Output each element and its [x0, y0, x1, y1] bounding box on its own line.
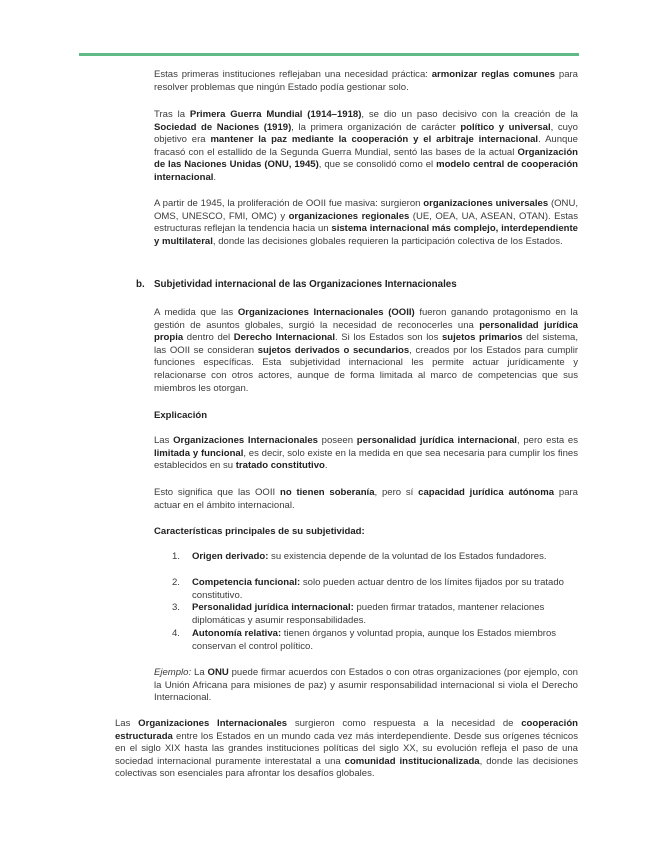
list-term: Origen derivado:: [192, 551, 269, 562]
header-rule: [79, 53, 579, 56]
bold-text: político y universal: [460, 121, 551, 133]
italic-text: Ejemplo:: [154, 667, 192, 678]
paragraph-conclusion: [115, 718, 578, 781]
bold-text: Organización de las Naciones Unidas (ONU, 1945): [154, 146, 578, 171]
text: poseen: [317, 435, 357, 446]
text: , cuyo objetivo era: [154, 121, 578, 146]
list-number: 1.: [172, 551, 180, 562]
list-item: [172, 628, 578, 653]
text: A medida que las: [154, 307, 238, 318]
paragraph-ejemplo: [154, 667, 578, 705]
list-number: 3.: [172, 602, 180, 613]
paragraph-proliferacion: [154, 198, 578, 248]
text: .: [324, 460, 328, 472]
bold-text: personalidad jurídica internacional: [356, 435, 517, 446]
list-number: 2.: [172, 577, 180, 588]
section-title: Subjetividad internacional de las Organizaciones Internacionales: [154, 279, 457, 290]
list-item: [172, 602, 578, 627]
list-term: Personalidad jurídica internacional:: [192, 602, 354, 613]
text: Esto significa que las OOII: [154, 487, 280, 498]
bold-text: Organizaciones Internacionales (OOII): [237, 307, 415, 318]
text: Tras la: [154, 109, 190, 120]
text: entre los Estados en un mundo cada vez más interdependiente. Desde sus orígenes técnicos en el siglo XIX hasta las grandes instituciones políticas del siglo XX, su evolución refleja el paso de una sociedad internacional puramente interestatal a una: [115, 730, 578, 767]
bold-text: armonizar reglas comunes: [431, 69, 556, 80]
bold-text: tratado constitutivo: [235, 460, 325, 472]
text: . Si los Estados son los: [335, 332, 442, 344]
text: , que se consolidó como el: [318, 159, 437, 171]
text: Las: [115, 718, 139, 729]
text: La: [191, 667, 208, 678]
section-heading: [136, 279, 576, 292]
bold-text: Organizaciones Internacionales: [173, 435, 318, 446]
text: . Aunque fracasó con el estallido de la Segunda Guerra Mundial, sentó las bases de la actual: [154, 134, 578, 158]
text: puede firmar acuerdos con Estados o con otras organizaciones (por ejemplo, con la Unión Africana para misiones de paz) y asumir responsabilidad internacional si viola el Derecho Internacional.: [154, 667, 578, 704]
text: para resolver problemas que ningún Estado podía gestionar solo.: [154, 69, 578, 93]
list-text: su existencia depende de la voluntad de los Estados fundadores.: [268, 551, 547, 562]
text: , creados por los Estados para cumplir funciones específicas. Esta subjetividad internacional les permite actuar jurídicamente y relacionarse con otros actores, aunque de forma limitada al marco de competencias que sus miembros les otorgan.: [154, 344, 578, 394]
bold-text: organizaciones universales: [423, 198, 549, 209]
bold-text: personalidad jurídica propia: [154, 319, 578, 344]
section-marker: b.: [136, 279, 145, 290]
bold-text: limitada y funcional: [154, 447, 244, 459]
list-number: 4.: [172, 628, 180, 639]
text: A partir de 1945, la proliferación de OOII fue masiva: surgieron: [154, 198, 424, 209]
explicacion-heading: Explicación: [154, 410, 208, 421]
bold-text: no tienen soberanía: [279, 487, 375, 498]
text: , donde las decisiones globales requieren la participación colectiva de los Estados.: [212, 235, 563, 247]
bold-text: capacidad jurídica autónoma: [418, 487, 555, 498]
paragraph-intro: [154, 69, 578, 94]
text: Las: [154, 435, 174, 446]
bold-text: comunidad institucionalizada: [344, 755, 480, 767]
bold-text: Derecho Internacional: [233, 332, 335, 344]
list-item: [172, 577, 578, 602]
list-text: tienen órganos y voluntad propia, aunque los Estados miembros conservan el control político.: [192, 628, 557, 652]
text: del sistema, las OOII se consideran: [154, 332, 578, 356]
bold-text: Sociedad de Naciones (1919): [154, 121, 292, 133]
text: para actuar en el ámbito internacional.: [154, 487, 578, 511]
bold-text: Primera Guerra Mundial (1914–1918): [189, 109, 362, 120]
text: dentro del: [183, 332, 234, 344]
bold-text: modelo central de cooperación internacional: [154, 159, 578, 183]
text: , pero esta es: [516, 435, 578, 446]
text: , la primera organización de carácter: [291, 121, 461, 133]
paragraph-sociedad-naciones: [154, 109, 578, 185]
bold-text: ONU: [207, 667, 229, 678]
bold-text: organizaciones regionales: [288, 210, 410, 222]
text: (ONU, OMS, UNESCO, FMI, OMC) y: [154, 198, 578, 222]
paragraph-soberania: [154, 487, 578, 512]
bold-text: sujetos primarios: [441, 332, 523, 344]
text: .: [213, 171, 217, 183]
text: , pero sí: [374, 487, 419, 498]
bold-text: sujetos derivados o secundarios: [257, 344, 410, 356]
bold-text: Organizaciones Internacionales: [138, 718, 288, 729]
list-text: solo pueden actuar dentro de los límites fijados por su tratado constitutivo.: [192, 577, 564, 601]
paragraph-subjetividad: [154, 307, 578, 395]
text: (UE, OEA, UA, ASEAN, OTAN). Estas estructuras reflejan la tendencia hacia un: [154, 210, 579, 235]
list-text: pueden firmar tratados, mantener relaciones diplomáticas y asumir responsabilidades.: [192, 602, 545, 626]
bold-text: mantener la paz mediante la cooperación y el arbitraje internacional: [210, 134, 539, 146]
paragraph-personalidad: [154, 435, 578, 473]
text: fueron ganando protagonismo en la gestión de asuntos globales, surgió la necesidad de reconocerles una: [154, 307, 578, 331]
list-term: Competencia funcional:: [192, 577, 301, 588]
bold-text: cooperación estructurada: [115, 718, 578, 742]
text: Estas primeras instituciones reflejaban una necesidad práctica:: [154, 69, 432, 80]
list-term: Autonomía relativa:: [192, 628, 282, 639]
text: , es decir, solo existe en la medida en que sea necesaria para cumplir los fines establecidos en su: [154, 447, 578, 472]
text: , donde las decisiones colectivas son esenciales para afrontar los desafíos globales.: [115, 755, 578, 780]
text: , se dio un paso decisivo con la creación de la: [361, 109, 578, 120]
caracteristicas-heading: Características principales de su subjetividad:: [154, 526, 365, 537]
bold-text: sistema internacional más complejo, interdependiente y multilateral: [154, 223, 578, 247]
text: surgieron como respuesta a la necesidad de: [287, 718, 522, 729]
list-item: [172, 551, 578, 564]
